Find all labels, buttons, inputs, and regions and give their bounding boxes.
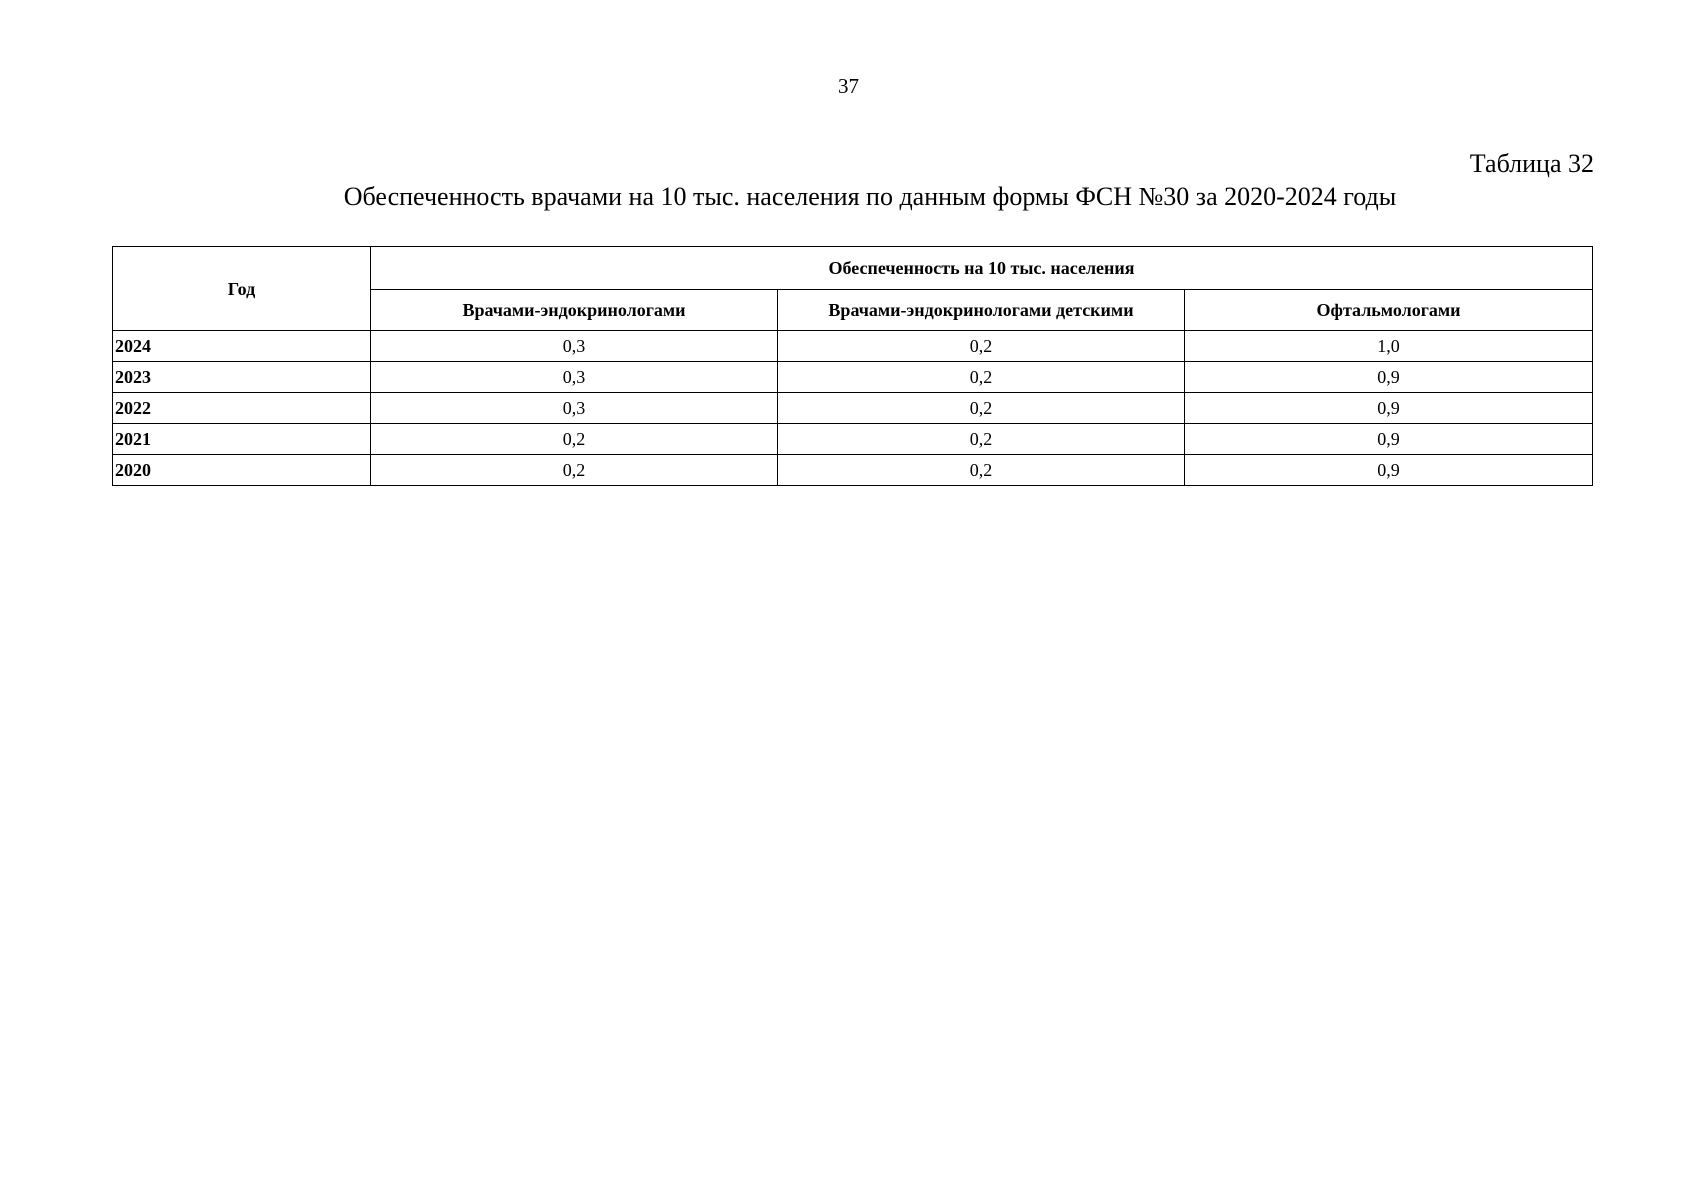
row-year: 2021 — [113, 424, 371, 455]
cell-ophthalmologists: 0,9 — [1185, 424, 1593, 455]
cell-pediatric-endocrinologists: 0,2 — [778, 362, 1185, 393]
row-year: 2022 — [113, 393, 371, 424]
cell-pediatric-endocrinologists: 0,2 — [778, 424, 1185, 455]
table-number: Таблица 32 — [1469, 149, 1594, 178]
row-year: 2024 — [113, 331, 371, 362]
table-title: Обеспеченность врачами на 10 тыс. населения по данным формы ФСН №30 за 2020-2024 годы — [343, 182, 1397, 211]
cell-ophthalmologists: 0,9 — [1185, 362, 1593, 393]
table-row — [113, 362, 1593, 393]
table-row — [113, 331, 1593, 362]
column-header-endocrinologists: Врачами-эндокринологами — [371, 290, 778, 331]
cell-endocrinologists: 0,3 — [371, 362, 778, 393]
cell-pediatric-endocrinologists: 0,2 — [778, 393, 1185, 424]
group-column-header: Обеспеченность на 10 тыс. населения — [371, 247, 1593, 290]
cell-ophthalmologists: 0,9 — [1185, 393, 1593, 424]
table-row — [113, 455, 1593, 486]
cell-pediatric-endocrinologists: 0,2 — [778, 455, 1185, 486]
cell-ophthalmologists: 0,9 — [1185, 455, 1593, 486]
year-column-header: Год — [113, 247, 371, 331]
cell-endocrinologists: 0,3 — [371, 393, 778, 424]
cell-endocrinologists: 0,2 — [371, 455, 778, 486]
table-row — [113, 424, 1593, 455]
row-year: 2023 — [113, 362, 371, 393]
cell-endocrinologists: 0,2 — [371, 424, 778, 455]
cell-pediatric-endocrinologists: 0,2 — [778, 331, 1185, 362]
doctors-provision-table — [112, 246, 1593, 486]
cell-endocrinologists: 0,3 — [371, 331, 778, 362]
row-year: 2020 — [113, 455, 371, 486]
page-number: 37 — [838, 74, 859, 98]
column-header-ophthalmologists: Офтальмологами — [1185, 290, 1593, 331]
cell-ophthalmologists: 1,0 — [1185, 331, 1593, 362]
column-header-pediatric-endocrinologists: Врачами-эндокринологами детскими — [778, 290, 1185, 331]
table-row — [113, 393, 1593, 424]
